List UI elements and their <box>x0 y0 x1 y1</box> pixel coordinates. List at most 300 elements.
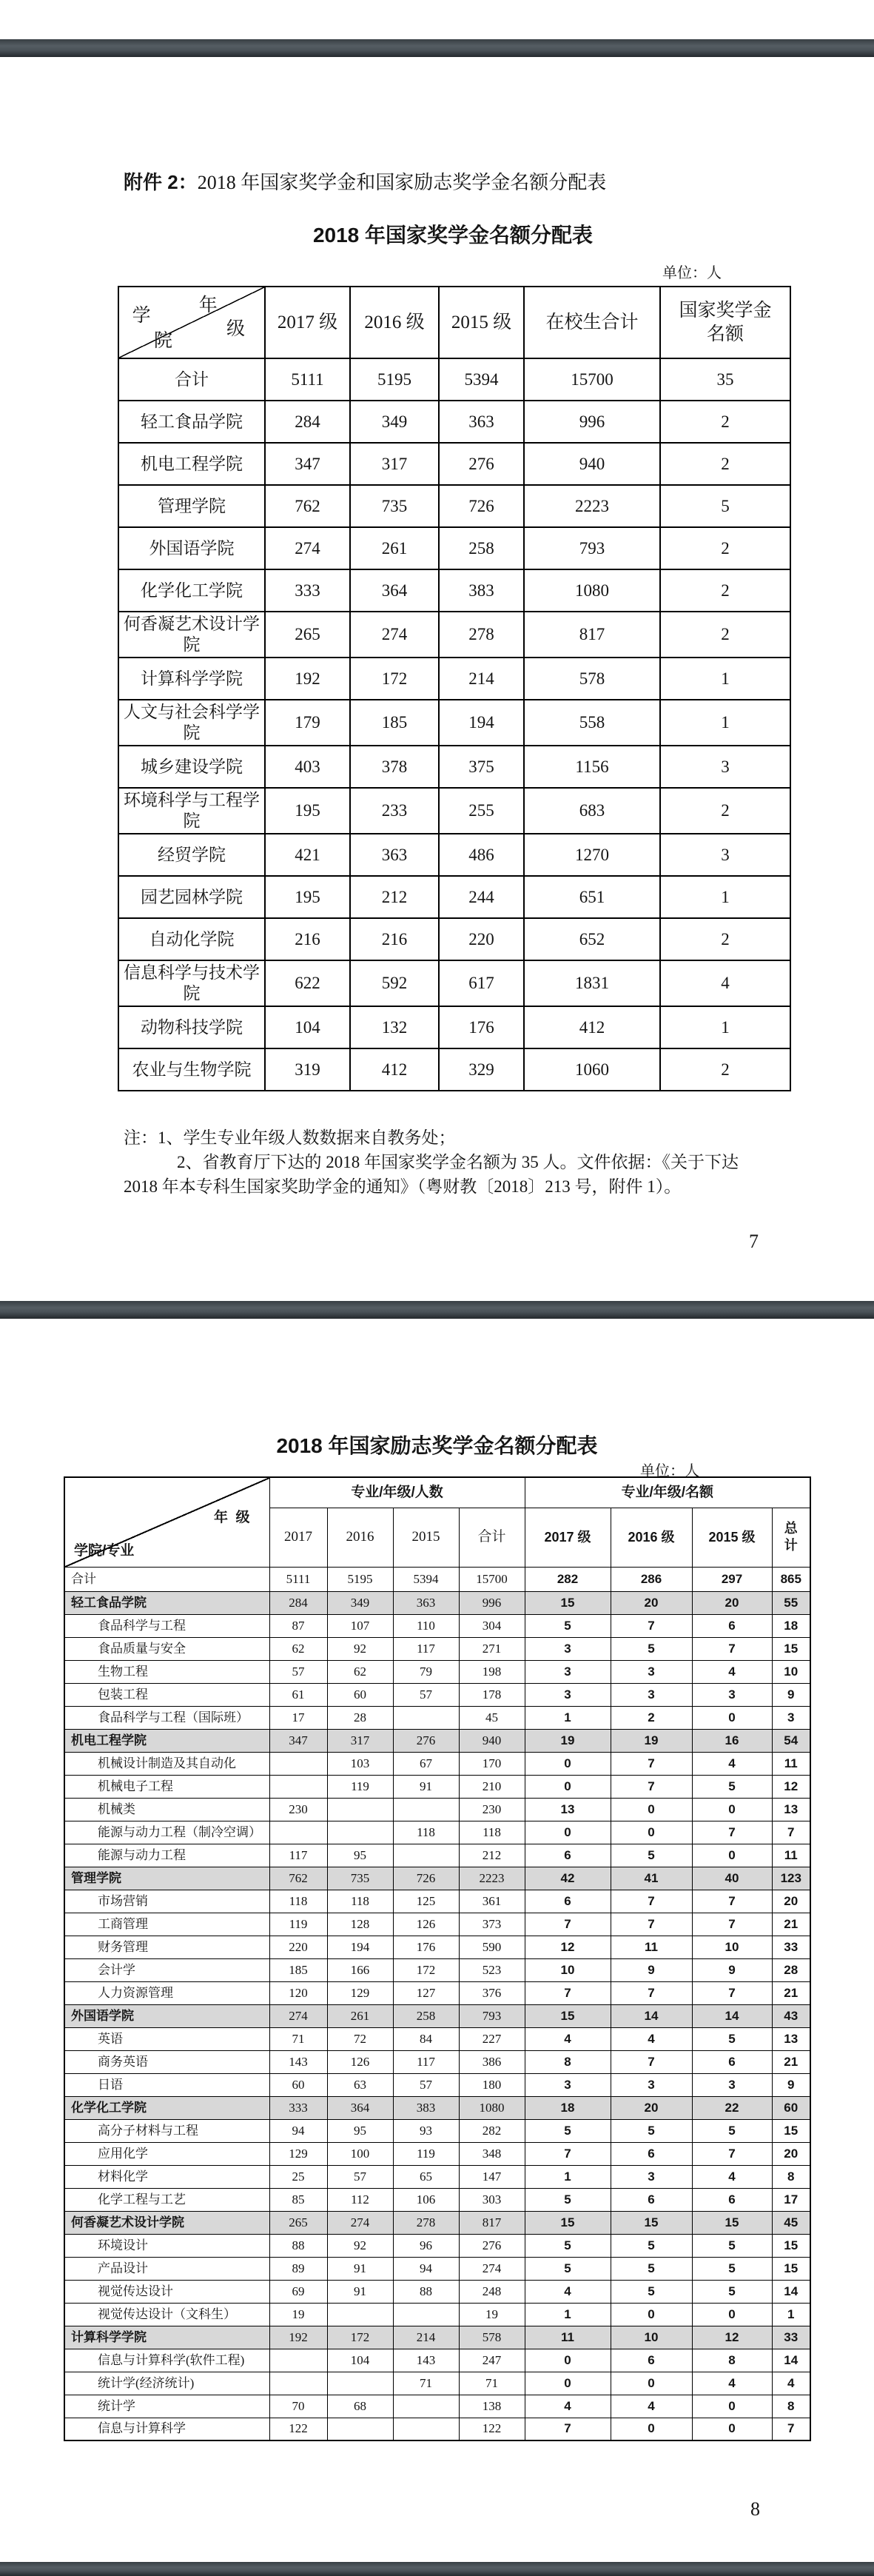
count-cell: 383 <box>393 2096 459 2119</box>
college-row <box>64 1591 810 1614</box>
table-row <box>118 876 790 918</box>
value-cell: 651 <box>524 876 660 918</box>
major-row <box>64 1752 810 1775</box>
row-name-cell: 能源与动力工程（制冷空调） <box>64 1821 269 1844</box>
major-row <box>64 2372 810 2395</box>
major-row <box>64 2119 810 2142</box>
row-name-cell: 产品设计 <box>64 2257 269 2280</box>
quota-cell: 5 <box>525 2234 611 2257</box>
count-cell: 79 <box>393 1660 459 1683</box>
table-row <box>118 834 790 876</box>
count-cell: 1080 <box>459 2096 525 2119</box>
value-cell: 258 <box>439 527 524 569</box>
row-name-cell: 信息与计算科学(软件工程) <box>64 2349 269 2372</box>
count-cell: 276 <box>459 2234 525 2257</box>
count-cell: 220 <box>269 1936 327 1958</box>
quota-cell: 5 <box>525 2188 611 2211</box>
count-cell <box>269 1775 327 1798</box>
count-cell <box>393 1798 459 1821</box>
college-name-cell: 经贸学院 <box>118 834 265 876</box>
quota-cell: 7 <box>692 1913 772 1936</box>
row-name-cell: 机械设计制造及其自动化 <box>64 1752 269 1775</box>
quota-cell: 9 <box>611 1958 692 1981</box>
college-name-cell: 农业与生物学院 <box>118 1048 265 1091</box>
count-cell: 996 <box>459 1591 525 1614</box>
quota-cell: 0 <box>611 2303 692 2326</box>
row-name-cell: 包装工程 <box>64 1683 269 1706</box>
value-cell: 233 <box>350 788 439 834</box>
value-cell: 347 <box>265 443 350 485</box>
count-cell: 376 <box>459 1981 525 2004</box>
value-cell: 349 <box>350 401 439 443</box>
count-cell: 178 <box>459 1683 525 1706</box>
table1-title: 2018 年国家奖学金名额分配表 <box>312 224 594 247</box>
count-cell: 60 <box>327 1683 393 1706</box>
college-row <box>64 1729 810 1752</box>
count-cell: 5195 <box>327 1567 393 1591</box>
count-cell: 61 <box>269 1683 327 1706</box>
quota-cell: 11 <box>772 1844 810 1867</box>
count-cell: 15700 <box>459 1567 525 1591</box>
value-cell: 363 <box>439 401 524 443</box>
quota-cell: 5 <box>611 2234 692 2257</box>
sub-header-count-total: 合计 <box>459 1508 525 1567</box>
quota-cell: 4 <box>692 1660 772 1683</box>
count-cell: 817 <box>459 2211 525 2234</box>
count-cell: 126 <box>393 1913 459 1936</box>
count-cell: 71 <box>393 2372 459 2395</box>
quota-cell: 14 <box>772 2349 810 2372</box>
value-cell: 5 <box>660 485 790 527</box>
value-cell: 276 <box>439 443 524 485</box>
encouragement-scholarship-table <box>64 1476 811 2441</box>
value-cell: 1831 <box>524 960 660 1006</box>
count-cell: 62 <box>327 1660 393 1683</box>
row-name-cell: 机械电子工程 <box>64 1775 269 1798</box>
value-cell: 284 <box>265 401 350 443</box>
row-name-cell: 环境设计 <box>64 2234 269 2257</box>
quota-cell: 20 <box>772 1890 810 1913</box>
quota-cell: 15 <box>772 1637 810 1660</box>
count-cell: 138 <box>459 2395 525 2418</box>
value-cell: 817 <box>524 612 660 658</box>
quota-cell: 20 <box>611 2096 692 2119</box>
count-cell: 72 <box>327 2027 393 2050</box>
value-cell: 1270 <box>524 834 660 876</box>
quota-cell: 19 <box>611 1729 692 1752</box>
quota-cell: 20 <box>611 1591 692 1614</box>
table-row <box>118 700 790 746</box>
major-row <box>64 1981 810 2004</box>
quota-cell: 1 <box>525 2165 611 2188</box>
quota-cell: 14 <box>692 2004 772 2027</box>
count-cell <box>269 2372 327 2395</box>
major-row <box>64 2234 810 2257</box>
row-name-cell: 统计学 <box>64 2395 269 2418</box>
count-cell: 523 <box>459 1958 525 1981</box>
quota-cell: 15 <box>772 2257 810 2280</box>
table-row <box>118 1048 790 1091</box>
count-cell: 70 <box>269 2395 327 2418</box>
count-cell: 274 <box>269 2004 327 2027</box>
quota-cell: 1 <box>525 1706 611 1729</box>
count-cell: 258 <box>393 2004 459 2027</box>
value-cell: 578 <box>524 658 660 700</box>
count-cell: 122 <box>459 2418 525 2440</box>
count-cell: 126 <box>327 2050 393 2073</box>
count-cell: 57 <box>393 1683 459 1706</box>
value-cell: 35 <box>660 358 790 401</box>
major-row <box>64 1798 810 1821</box>
table-row <box>118 658 790 700</box>
quota-cell: 10 <box>611 2326 692 2349</box>
count-cell: 212 <box>459 1844 525 1867</box>
quota-cell: 13 <box>772 2027 810 2050</box>
quota-cell: 5 <box>525 2257 611 2280</box>
table2-unit-label: 单位：人 <box>640 1463 699 1479</box>
row-name-cell: 轻工食品学院 <box>64 1591 269 1614</box>
table-row <box>118 485 790 527</box>
attachment-heading <box>124 167 606 195</box>
quota-cell: 4 <box>772 2372 810 2395</box>
value-cell: 319 <box>265 1048 350 1091</box>
table-row <box>118 1006 790 1048</box>
page-number-8: 8 <box>750 2498 760 2520</box>
table-row <box>118 443 790 485</box>
value-cell: 996 <box>524 401 660 443</box>
quota-cell: 22 <box>692 2096 772 2119</box>
value-cell: 762 <box>265 485 350 527</box>
page-separator-band <box>0 39 874 57</box>
quota-cell: 865 <box>772 1567 810 1591</box>
corner-label-college-major: 学院/专业 <box>74 1542 135 1559</box>
college-row <box>64 1867 810 1890</box>
value-cell: 486 <box>439 834 524 876</box>
quota-cell: 7 <box>525 2142 611 2165</box>
major-row <box>64 1913 810 1936</box>
value-cell: 3 <box>660 834 790 876</box>
quota-cell: 0 <box>525 2349 611 2372</box>
value-cell: 274 <box>350 612 439 658</box>
count-cell: 118 <box>393 1821 459 1844</box>
count-cell: 91 <box>327 2257 393 2280</box>
value-cell: 2 <box>660 788 790 834</box>
count-cell: 57 <box>327 2165 393 2188</box>
quota-cell: 11 <box>611 1936 692 1958</box>
quota-cell: 286 <box>611 1567 692 1591</box>
count-cell: 85 <box>269 2188 327 2211</box>
college-name-cell: 管理学院 <box>118 485 265 527</box>
count-cell: 103 <box>327 1752 393 1775</box>
quota-cell: 0 <box>525 1775 611 1798</box>
count-cell: 57 <box>269 1660 327 1683</box>
quota-cell: 5 <box>692 1775 772 1798</box>
value-cell: 216 <box>265 918 350 960</box>
count-cell: 230 <box>459 1798 525 1821</box>
quota-cell: 7 <box>611 1752 692 1775</box>
quota-cell: 7 <box>525 1913 611 1936</box>
major-row <box>64 2257 810 2280</box>
corner-label-grade: 级 <box>226 319 246 339</box>
count-cell: 578 <box>459 2326 525 2349</box>
count-cell <box>327 2303 393 2326</box>
count-cell: 94 <box>269 2119 327 2142</box>
college-row <box>64 2004 810 2027</box>
count-cell <box>269 1821 327 1844</box>
count-cell: 363 <box>393 1591 459 1614</box>
major-row <box>64 1706 810 1729</box>
quota-cell: 21 <box>772 2050 810 2073</box>
quota-cell: 15 <box>525 1591 611 1614</box>
count-cell: 96 <box>393 2234 459 2257</box>
quota-cell: 14 <box>611 2004 692 2027</box>
quota-cell: 33 <box>772 1936 810 1958</box>
count-cell: 261 <box>327 2004 393 2027</box>
quota-cell: 14 <box>772 2280 810 2303</box>
count-cell: 386 <box>459 2050 525 2073</box>
table2-title: 2018 年国家励志奖学金名额分配表 <box>276 1434 598 1457</box>
count-cell: 129 <box>269 2142 327 2165</box>
quota-cell: 3 <box>525 2073 611 2096</box>
value-cell: 3 <box>660 746 790 788</box>
quota-cell: 10 <box>692 1936 772 1958</box>
major-row <box>64 2349 810 2372</box>
value-cell: 176 <box>439 1006 524 1048</box>
sub-header-2015-grade: 2015 级 <box>692 1508 772 1567</box>
major-row <box>64 1958 810 1981</box>
major-row <box>64 1936 810 1958</box>
count-cell: 119 <box>393 2142 459 2165</box>
page-separator-band <box>0 2562 874 2576</box>
table-row <box>118 358 790 401</box>
count-cell: 120 <box>269 1981 327 2004</box>
college-name-cell: 自动化学院 <box>118 918 265 960</box>
count-cell: 71 <box>459 2372 525 2395</box>
table2-corner-cell <box>64 1477 269 1567</box>
quota-cell: 6 <box>611 2349 692 2372</box>
count-cell: 68 <box>327 2395 393 2418</box>
column-header-2017: 2017 级 <box>265 287 350 358</box>
quota-cell: 15 <box>772 2234 810 2257</box>
row-name-cell: 生物工程 <box>64 1660 269 1683</box>
major-row <box>64 1614 810 1637</box>
value-cell: 5394 <box>439 358 524 401</box>
quota-cell: 18 <box>772 1614 810 1637</box>
college-name-cell: 计算科学学院 <box>118 658 265 700</box>
table1-header-row <box>118 287 790 358</box>
table2-body <box>64 1567 810 2440</box>
count-cell: 176 <box>393 1936 459 1958</box>
major-row <box>64 2142 810 2165</box>
count-cell: 110 <box>393 1614 459 1637</box>
quota-cell: 28 <box>772 1958 810 1981</box>
count-cell: 128 <box>327 1913 393 1936</box>
quota-cell: 7 <box>525 2418 611 2440</box>
column-header-total-students: 在校生合计 <box>524 287 660 358</box>
count-cell: 248 <box>459 2280 525 2303</box>
count-cell: 143 <box>269 2050 327 2073</box>
count-cell: 93 <box>393 2119 459 2142</box>
quota-cell: 0 <box>611 2372 692 2395</box>
value-cell: 726 <box>439 485 524 527</box>
quota-cell: 7 <box>692 1821 772 1844</box>
row-name-cell: 工商管理 <box>64 1913 269 1936</box>
table1-body <box>118 358 790 1091</box>
value-cell: 793 <box>524 527 660 569</box>
count-cell: 91 <box>393 1775 459 1798</box>
value-cell: 1 <box>660 1006 790 1048</box>
value-cell: 194 <box>439 700 524 746</box>
total-row <box>64 1567 810 1591</box>
count-cell <box>393 1706 459 1729</box>
count-cell: 95 <box>327 2119 393 2142</box>
count-cell: 107 <box>327 1614 393 1637</box>
count-cell: 227 <box>459 2027 525 2050</box>
count-cell: 762 <box>269 1867 327 1890</box>
page-number-7: 7 <box>749 1231 759 1252</box>
count-cell: 117 <box>393 2050 459 2073</box>
count-cell: 91 <box>327 2280 393 2303</box>
quota-cell: 41 <box>611 1867 692 1890</box>
quota-cell: 11 <box>525 2326 611 2349</box>
value-cell: 558 <box>524 700 660 746</box>
quota-cell: 282 <box>525 1567 611 1591</box>
count-cell: 60 <box>269 2073 327 2096</box>
count-cell: 69 <box>269 2280 327 2303</box>
value-cell: 940 <box>524 443 660 485</box>
quota-cell: 5 <box>692 2027 772 2050</box>
quota-cell: 5 <box>611 2257 692 2280</box>
count-cell: 347 <box>269 1729 327 1752</box>
row-name-cell: 统计学(经济统计) <box>64 2372 269 2395</box>
count-cell: 265 <box>269 2211 327 2234</box>
value-cell: 2 <box>660 569 790 612</box>
quota-cell: 0 <box>611 1798 692 1821</box>
value-cell: 329 <box>439 1048 524 1091</box>
value-cell: 2 <box>660 1048 790 1091</box>
count-cell: 185 <box>269 1958 327 1981</box>
count-cell: 84 <box>393 2027 459 2050</box>
value-cell: 412 <box>350 1048 439 1091</box>
count-cell: 361 <box>459 1890 525 1913</box>
count-cell: 112 <box>327 2188 393 2211</box>
column-header-2015: 2015 级 <box>439 287 524 358</box>
row-name-cell: 会计学 <box>64 1958 269 1981</box>
quota-cell: 7 <box>692 1981 772 2004</box>
table-row <box>118 960 790 1006</box>
quota-cell: 15 <box>772 2119 810 2142</box>
sub-header-grand-total-text: 总计 <box>784 1520 798 1553</box>
major-row <box>64 1890 810 1913</box>
column-header-quota-text: 国家奖学金名额 <box>679 301 772 344</box>
count-cell: 274 <box>459 2257 525 2280</box>
count-cell: 210 <box>459 1775 525 1798</box>
quota-cell: 3 <box>611 1683 692 1706</box>
quota-cell: 0 <box>525 2372 611 2395</box>
quota-cell: 297 <box>692 1567 772 1591</box>
row-name-cell: 化学化工学院 <box>64 2096 269 2119</box>
major-row <box>64 1637 810 1660</box>
quota-cell: 3 <box>525 1637 611 1660</box>
value-cell: 383 <box>439 569 524 612</box>
value-cell: 172 <box>350 658 439 700</box>
table-row <box>118 746 790 788</box>
count-cell: 303 <box>459 2188 525 2211</box>
value-cell: 220 <box>439 918 524 960</box>
value-cell: 195 <box>265 788 350 834</box>
major-row <box>64 2395 810 2418</box>
quota-cell: 20 <box>772 2142 810 2165</box>
quota-cell: 0 <box>525 1752 611 1775</box>
count-cell: 143 <box>393 2349 459 2372</box>
quota-cell: 33 <box>772 2326 810 2349</box>
college-name-cell: 机电工程学院 <box>118 443 265 485</box>
quota-cell: 3 <box>525 1660 611 1683</box>
quota-cell: 7 <box>611 1775 692 1798</box>
value-cell: 421 <box>265 834 350 876</box>
row-name-cell: 何香凝艺术设计学院 <box>64 2211 269 2234</box>
value-cell: 216 <box>350 918 439 960</box>
sub-header-2016-grade: 2016 级 <box>611 1508 692 1567</box>
quota-cell: 5 <box>692 2257 772 2280</box>
quota-cell: 0 <box>692 1844 772 1867</box>
value-cell: 192 <box>265 658 350 700</box>
quota-cell: 4 <box>611 2395 692 2418</box>
value-cell: 4 <box>660 960 790 1006</box>
college-row <box>64 2211 810 2234</box>
quota-cell: 5 <box>611 1844 692 1867</box>
quota-cell: 9 <box>772 1683 810 1706</box>
row-name-cell: 计算科学学院 <box>64 2326 269 2349</box>
quota-cell: 6 <box>611 2188 692 2211</box>
count-cell: 57 <box>393 2073 459 2096</box>
count-cell: 28 <box>327 1706 393 1729</box>
value-cell: 363 <box>350 834 439 876</box>
quota-cell: 6 <box>525 1844 611 1867</box>
quota-cell: 8 <box>525 2050 611 2073</box>
count-cell <box>393 2395 459 2418</box>
count-cell: 282 <box>459 2119 525 2142</box>
major-row <box>64 2418 810 2440</box>
row-name-cell: 财务管理 <box>64 1936 269 1958</box>
value-cell: 652 <box>524 918 660 960</box>
quota-cell: 7 <box>611 1614 692 1637</box>
quota-cell: 1 <box>525 2303 611 2326</box>
count-cell: 192 <box>269 2326 327 2349</box>
count-cell: 726 <box>393 1867 459 1890</box>
sub-header-grand-total <box>772 1508 810 1567</box>
quota-cell: 5 <box>611 2280 692 2303</box>
quota-cell: 8 <box>692 2349 772 2372</box>
attachment-label: 附件 2： <box>124 171 198 193</box>
college-row <box>64 2096 810 2119</box>
quota-cell: 40 <box>692 1867 772 1890</box>
quota-cell: 55 <box>772 1591 810 1614</box>
quota-cell: 5 <box>611 1637 692 1660</box>
count-cell: 590 <box>459 1936 525 1958</box>
quota-cell: 4 <box>525 2027 611 2050</box>
count-cell <box>327 1798 393 1821</box>
college-name-cell: 人文与社会科学学院 <box>118 700 265 746</box>
table2-group-header-row <box>64 1477 810 1508</box>
value-cell: 592 <box>350 960 439 1006</box>
count-cell: 284 <box>269 1591 327 1614</box>
quota-cell: 20 <box>692 1591 772 1614</box>
value-cell: 255 <box>439 788 524 834</box>
count-cell: 117 <box>393 1637 459 1660</box>
count-cell: 349 <box>327 1591 393 1614</box>
value-cell: 364 <box>350 569 439 612</box>
